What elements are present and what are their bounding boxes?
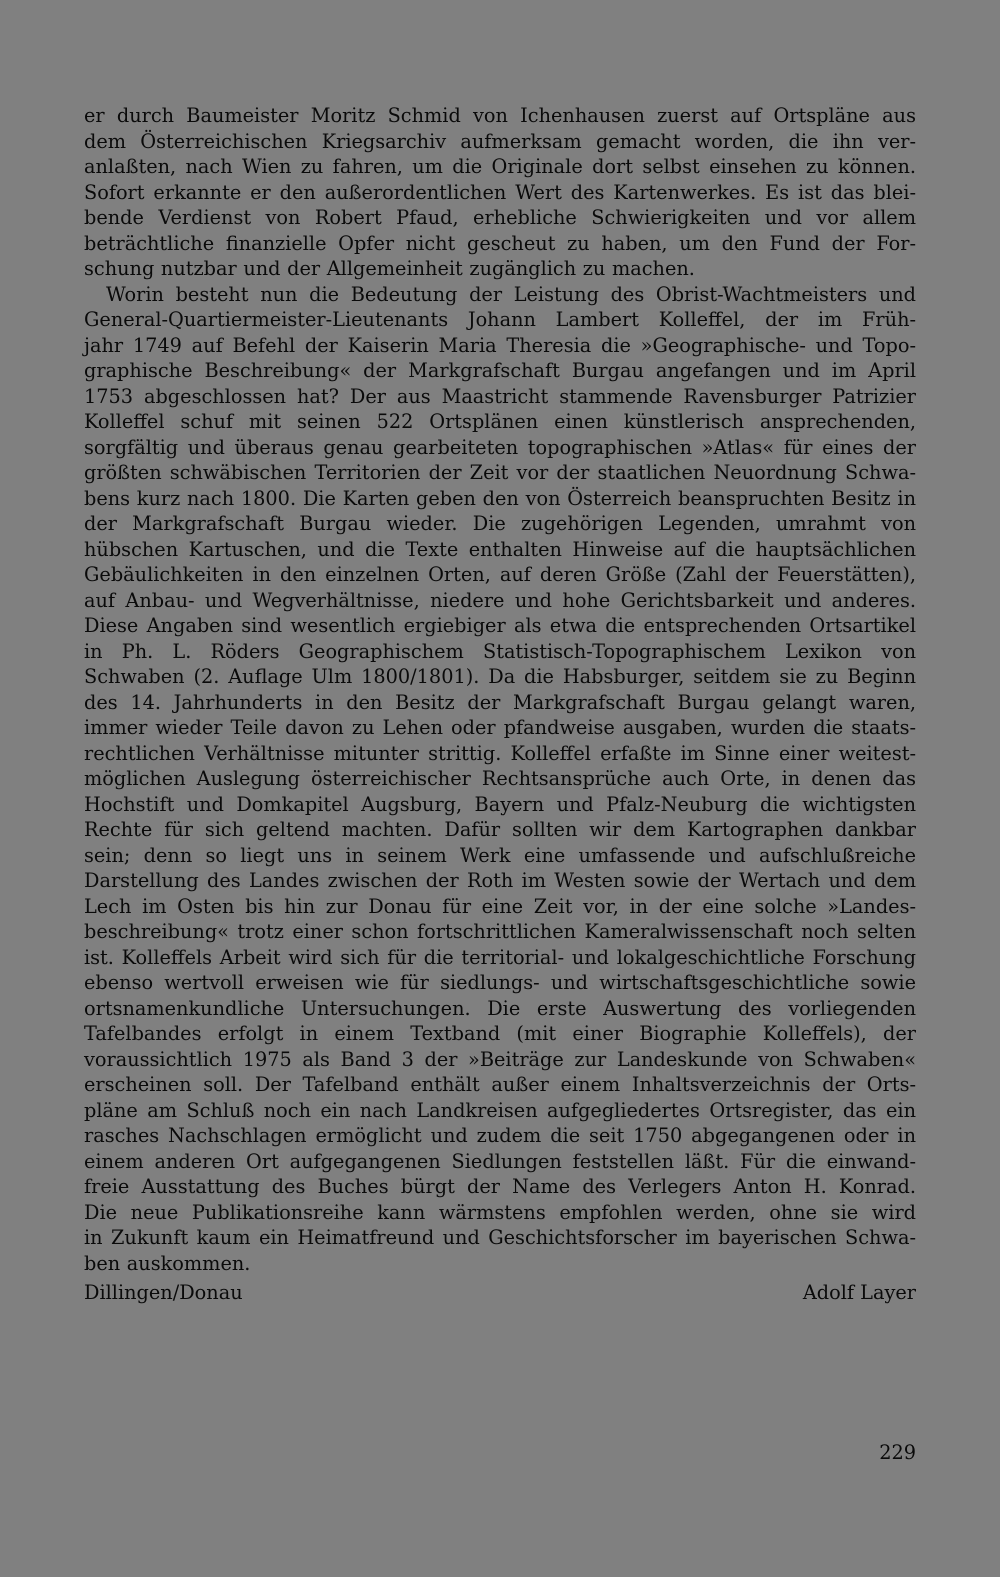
text-line: schung nutzbar und der Allgemeinheit zugänglich zu machen.	[84, 257, 695, 280]
text-line: pläne am Schluß noch ein nach Landkreisen aufgegliedertes Ortsregister, das ein	[84, 1098, 916, 1122]
text-line: in Ph. L. Röders Geographischem Statistisch-Topographischem Lexikon von	[84, 639, 916, 663]
text-line: sorgfältig und überaus genau gearbeiteten topographischen »Atlas« für eines der	[84, 435, 916, 459]
text-line: ist. Kolleffels Arbeit wird sich für die territorial- und lokalgeschichtliche Forschung	[84, 945, 916, 969]
text-line: 1753 abgeschlossen hat? Der aus Maastricht stammende Ravensburger Patrizier	[84, 384, 916, 408]
text-line: größten schwäbischen Territorien der Zeit vor der staatlichen Neuordnung Schwa-	[84, 461, 916, 484]
text-line: rechtlichen Verhältnisse mitunter strittig. Kolleffel erfaßte im Sinne einer weitest-	[84, 741, 916, 765]
text-line: ortsnamenkundliche Untersuchungen. Die erste Auswertung des vorliegenden	[84, 996, 916, 1020]
text-line: erscheinen soll. Der Tafelband enthält außer einem Inhaltsverzeichnis der Orts-	[84, 1073, 916, 1096]
text-line: Gebäulichkeiten in den einzelnen Orten, auf deren Größe (Zahl der Feuerstätten),	[84, 563, 916, 586]
text-line: immer wieder Teile davon zu Lehen oder pfandweise ausgaben, wurden die staats-	[84, 716, 916, 739]
page-number: 229	[879, 1441, 916, 1464]
text-line: auf Anbau- und Wegverhältnisse, niedere und hohe Gerichtsbarkeit und anderes.	[84, 588, 916, 612]
text-line: des 14. Jahrhunderts in den Besitz der Markgrafschaft Burgau gelangt waren,	[84, 690, 916, 714]
text-line: Darstellung des Landes zwischen der Roth im Westen sowie der Wertach und dem	[84, 869, 916, 892]
text-line: in Zukunft kaum ein Heimatfreund und Geschichtsforscher im bayerischen Schwa-	[84, 1226, 916, 1249]
text-line: hübschen Kartuschen, und die Texte enthalten Hinweise auf die hauptsächlichen	[84, 537, 916, 561]
text-line: Schwaben (2. Auflage Ulm 1800/1801). Da die Habsburger, seitdem sie zu Beginn	[84, 665, 916, 688]
text-line: Kolleffel schuf mit seinen 522 Ortsplänen einen künstlerisch ansprechenden,	[84, 410, 916, 433]
text-line: anlaßten, nach Wien zu fahren, um die Originale dort selbst einsehen zu können.	[84, 155, 916, 178]
signature-row	[84, 1280, 916, 1306]
text-line: General-Quartiermeister-Lieutenants Johann Lambert Kolleffel, der im Früh-	[84, 308, 916, 331]
signature-place: Dillingen/Donau	[84, 1281, 243, 1304]
text-line: rasches Nachschlagen ermöglicht und zudem die seit 1750 abgegangenen oder in	[84, 1124, 916, 1147]
text-line: voraussichtlich 1975 als Band 3 der »Beiträge zur Landeskunde von Schwaben«	[84, 1047, 916, 1071]
text-line: ebenso wertvoll erweisen wie für siedlungs- und wirtschaftsgeschichtliche sowie	[84, 971, 916, 994]
text-line: möglichen Auslegung österreichischer Rechtsansprüche auch Orte, in denen das	[84, 767, 916, 790]
text-line: freie Ausstattung des Buches bürgt der Name des Verlegers Anton H. Konrad.	[84, 1175, 916, 1198]
text-line: graphische Beschreibung« der Markgrafschaft Burgau angefangen und im April	[84, 359, 916, 382]
text-line: sein; denn so liegt uns in seinem Werk eine umfassende und aufschlußreiche	[84, 843, 916, 867]
paragraph	[84, 282, 916, 1277]
text-line: bens kurz nach 1800. Die Karten geben den von Österreich beanspruchten Besitz in	[84, 486, 916, 510]
text-line: Worin besteht nun die Bedeutung der Leistung des Obrist-Wachtmeisters und	[106, 282, 916, 306]
text-line: Hochstift und Domkapitel Augsburg, Bayern und Pfalz-Neuburg die wichtigsten	[84, 792, 916, 816]
text-line: Lech im Osten bis hin zur Donau für eine Zeit vor, in der eine solche »Landes-	[84, 894, 916, 918]
text-line: Die neue Publikationsreihe kann wärmstens empfohlen werden, ohne sie wird	[84, 1200, 916, 1224]
text-line: dem Österreichischen Kriegsarchiv aufmerksam gemacht worden, die ihn ver-	[84, 129, 916, 153]
document-page	[84, 103, 916, 1306]
text-line: einem anderen Ort aufgegangenen Siedlungen feststellen läßt. Für die einwand-	[84, 1149, 916, 1173]
text-line: er durch Baumeister Moritz Schmid von Ichenhausen zuerst auf Ortspläne aus	[84, 104, 916, 127]
paragraph	[84, 103, 916, 282]
text-line: Diese Angaben sind wesentlich ergiebiger als etwa die entsprechenden Ortsartikel	[84, 614, 916, 637]
body-text	[84, 103, 916, 1276]
text-line: beschreibung« trotz einer schon fortschrittlichen Kameralwissenschaft noch selten	[84, 920, 916, 943]
signature-author: Adolf Layer	[802, 1281, 916, 1304]
text-line: jahr 1749 auf Befehl der Kaiserin Maria Theresia die »Geographische- und Topo-	[84, 333, 916, 357]
text-line: ben auskommen.	[84, 1251, 251, 1275]
text-line: der Markgrafschaft Burgau wieder. Die zugehörigen Legenden, umrahmt von	[84, 512, 916, 535]
text-line: beträchtliche finanzielle Opfer nicht gescheut zu haben, um den Fund der For-	[84, 231, 916, 255]
text-line: Rechte für sich geltend machten. Dafür sollten wir dem Kartographen dankbar	[84, 818, 916, 841]
text-line: Tafelbandes erfolgt in einem Textband (mit einer Biographie Kolleffels), der	[84, 1022, 916, 1045]
text-line: Sofort erkannte er den außerordentlichen Wert des Kartenwerkes. Es ist das blei-	[84, 180, 916, 204]
text-line: bende Verdienst von Robert Pfaud, erhebliche Schwierigkeiten und vor allem	[84, 206, 916, 229]
